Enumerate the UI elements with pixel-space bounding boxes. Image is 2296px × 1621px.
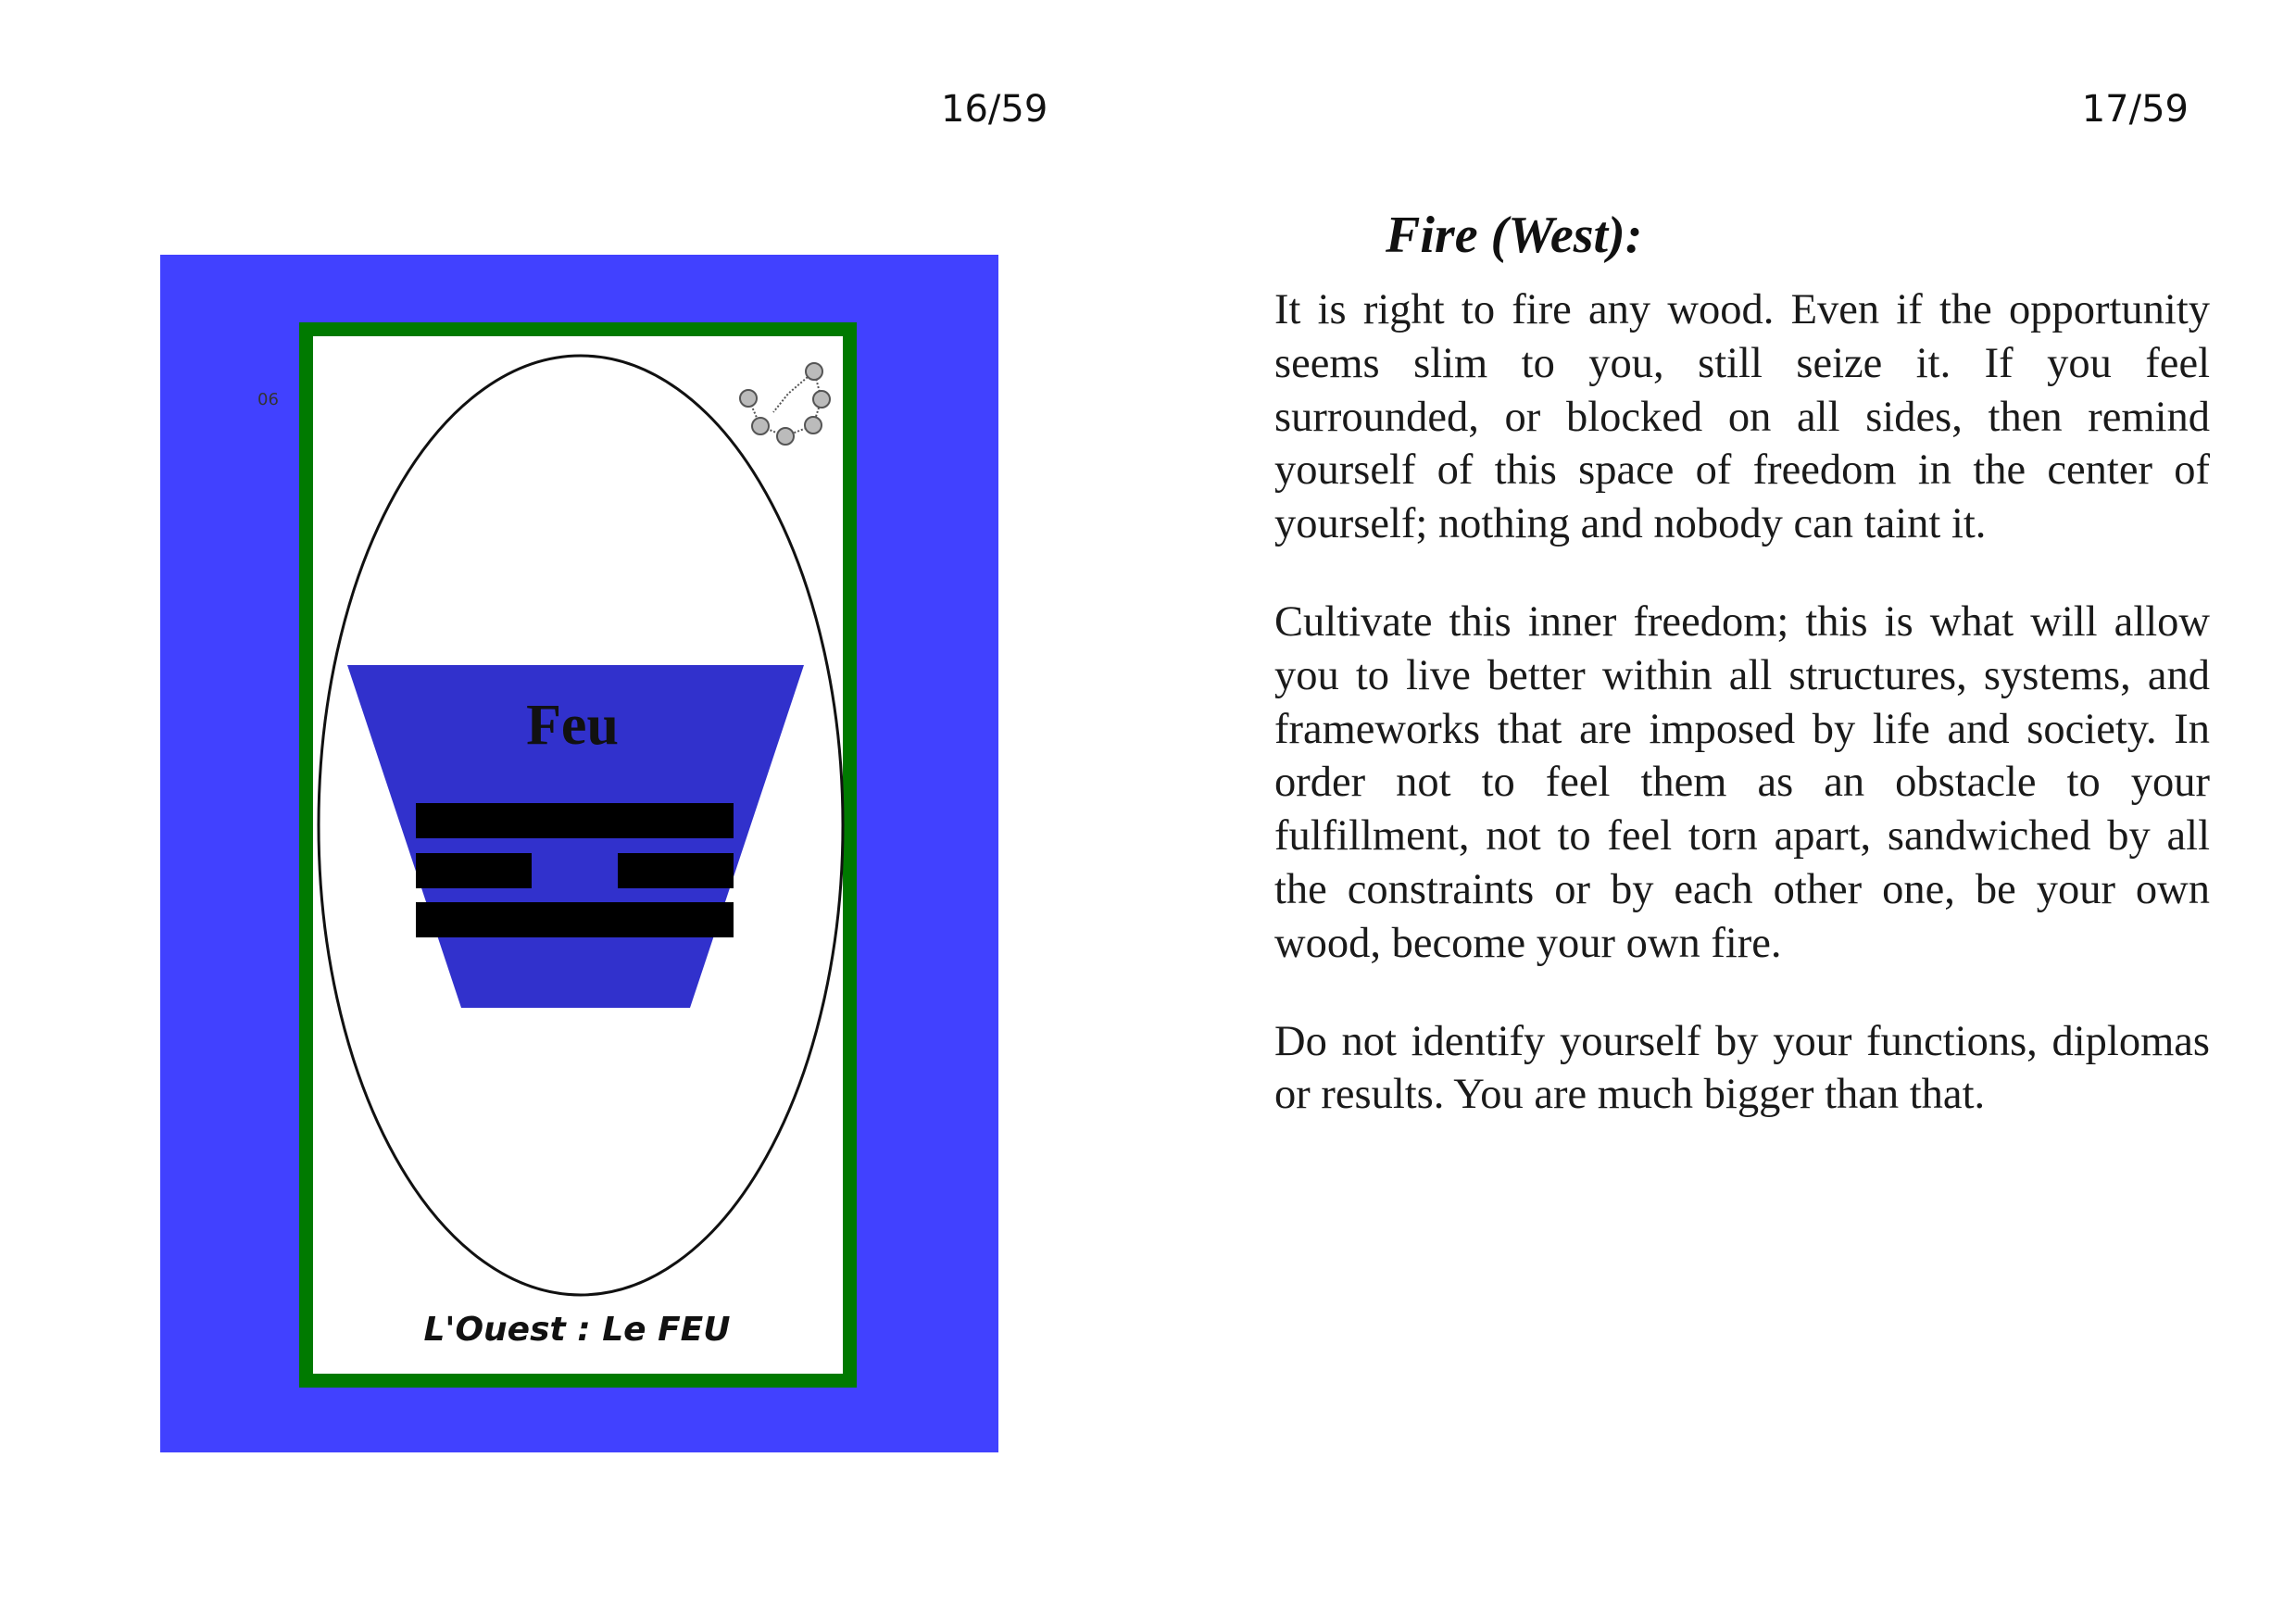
fire-west-card — [160, 255, 998, 1452]
section-title: Fire (West): — [1386, 207, 1643, 264]
trigram-line-bottom — [416, 902, 734, 937]
left-page-number: 16/59 — [941, 88, 1048, 131]
trigram-line-middle-left — [416, 853, 532, 888]
paragraph-2: Cultivate this inner freedom; this is what will allow you to live better within all structures, systems, and frameworks that are imposed by life and society. In order not to feel them as an obstacle to your fulfillment, not to feel torn apart, sandwiched by all the constraints or by each other one, be your own wood, become your own fire. — [1274, 597, 2210, 967]
right-page-body — [1274, 206, 2210, 1166]
paragraph-1: It is right to fire any wood. Even if the opportunity seems slim to you, still seize it. If you feel surrounded, or blocked on all sides, then remind yourself of this space of freedom in the center of yourself; nothing and nobody can taint it. — [1274, 286, 2210, 548]
trigram-label: Feu — [526, 694, 619, 757]
right-page-number: 17/59 — [2081, 88, 2189, 131]
trigram-line-top — [416, 803, 734, 838]
trigram-line-middle-right — [618, 853, 734, 888]
paragraph-3: Do not identify yourself by your functions, diplomas or results. You are much bigger than that. — [1274, 1017, 2210, 1119]
card-number: 06 — [257, 390, 279, 409]
card-caption: L'Ouest : Le FEU — [423, 1311, 731, 1349]
